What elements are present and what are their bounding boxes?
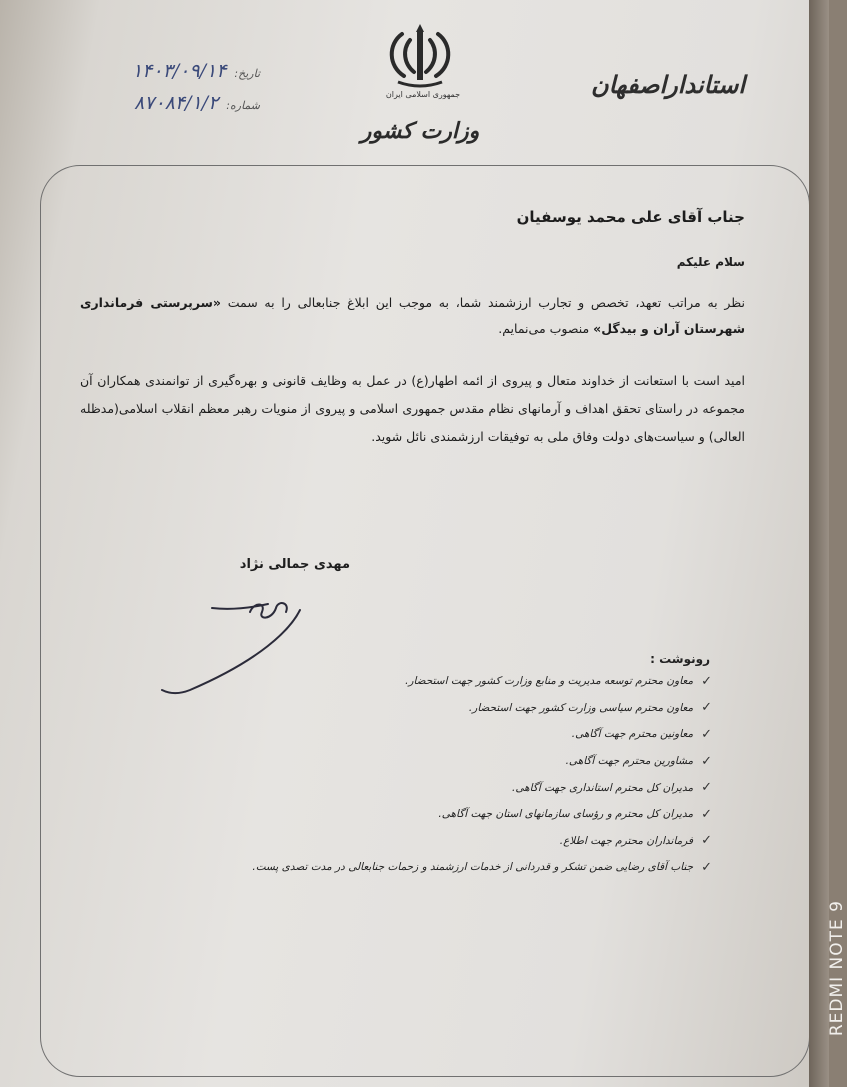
table-edge (809, 0, 829, 1087)
cc-item (200, 774, 712, 801)
cc-item-text: معاون محترم سیاسی وزارت کشور جهت استحضار. (468, 701, 694, 714)
wishes-paragraph: امید است با استعانت از خداوند متعال و پیروی از ائمه اطهار(ع) در عمل به وظایف قانونی و بهره‌گیری از توانمندی همکاران آن مجموعه در راستای تحقق اهداف و آرمانهای نظام مقدس جمهوری اسلامی و پیروی از منویات رهبر معظم انقلاب اسلامی(مدظله العالی) و سیاست‌های دولت وفاق ملی به توفیقات ارزشمندی نائل شوید. (80, 373, 745, 444)
number-label: شماره: (226, 99, 260, 112)
number-value: ۸۷۰۸۴/۱/۲ (134, 92, 219, 114)
check-icon: ✓ (701, 780, 712, 796)
check-icon: ✓ (701, 673, 712, 689)
cc-item (200, 748, 712, 775)
cc-list (200, 668, 712, 881)
signer-name: مهدی جمالی نژاد (239, 557, 350, 572)
check-icon: ✓ (701, 859, 712, 875)
check-icon: ✓ (701, 726, 712, 742)
governor-office-title: استانداراصفهان (590, 70, 745, 99)
cc-item (200, 801, 712, 828)
cc-item-text: جناب آقای رضایی ضمن تشکر و قدردانی از خدمات ارزشمند و زحمات جنابعالی در مدت تصدی پست. (252, 861, 694, 874)
greeting: سلام علیکم (676, 255, 745, 269)
cc-item (200, 854, 712, 881)
para1-intro: نظر به مراتب تعهد، تخصص و تجارب ارزشمند شما، به موجب این ابلاغ جنابعالی را به سمت (227, 295, 745, 310)
cc-item (200, 721, 712, 748)
salutation: جناب آقای علی محمد یوسفیان (516, 208, 745, 226)
cc-item (200, 828, 712, 855)
republic-label: جمهوری اسلامی ایران (385, 90, 461, 99)
ministry-title: وزارت کشور (360, 118, 480, 144)
cc-item-text: مدیران کل محترم استانداری جهت آگاهی. (512, 781, 694, 794)
appointment-paragraph (80, 290, 745, 342)
cc-title: رونوشت : (650, 652, 710, 666)
check-icon: ✓ (701, 700, 712, 716)
cc-item-text: معاون محترم توسعه مدیریت و منابع وزارت کشور جهت استحضار. (405, 675, 694, 688)
iran-emblem-icon (380, 22, 460, 92)
cc-item (200, 668, 712, 695)
check-icon: ✓ (701, 833, 712, 849)
cc-item-text: مدیران کل محترم و رؤسای سازمانهای استان جهت آگاهی. (438, 808, 694, 821)
check-icon: ✓ (701, 753, 712, 769)
cc-item-text: فرمانداران محترم جهت اطلاع. (559, 834, 694, 847)
camera-watermark: REDMI NOTE 9 (827, 900, 847, 1037)
para1-position: «سرپرستی فرمانداری شهرستان آران و بیدگل» (80, 295, 745, 336)
date-label: تاریخ: (234, 67, 260, 80)
date-row (132, 60, 260, 82)
cc-item-text: مشاورین محترم جهت آگاهی. (565, 755, 694, 768)
check-icon: ✓ (701, 806, 712, 822)
cc-item (200, 695, 712, 722)
para1-end: منصوب می‌نمایم. (498, 321, 590, 336)
number-row (134, 92, 260, 114)
cc-item-text: معاونین محترم جهت آگاهی. (571, 728, 694, 741)
date-value: ۱۴۰۳/۰۹/۱۴ (131, 60, 227, 82)
